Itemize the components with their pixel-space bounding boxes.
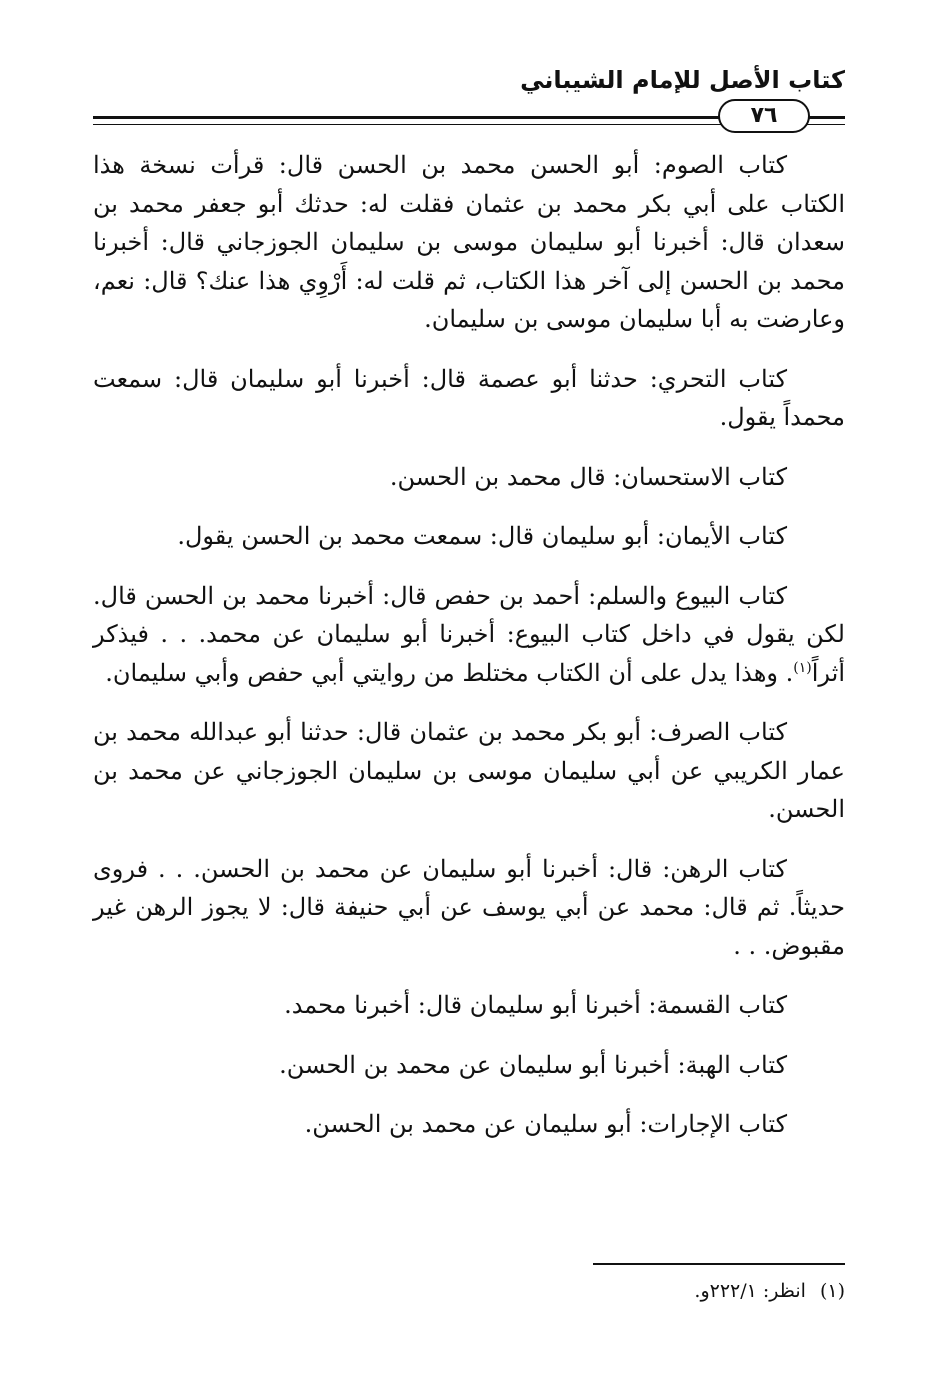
paragraph-kitab-al-rahn: كتاب الرهن: قال: أخبرنا أبو سليمان عن محمد بن الحسن. . . فروى حديثاً. ثم قال: محمد عن أبي يوسف عن أبي حنيفة قال: لا يجوز الرهن غير مقبوض. . . (93, 854, 845, 960)
paragraph-text: كتاب البيوع والسلم: أحمد بن حفص قال: أخبرنا محمد بن الحسن قال. لكن يقول في داخل كتاب البيوع: أخبرنا أبو سليمان عن محمد. . . فيذكر أثراً (93, 581, 845, 687)
footnote-reference[interactable]: (١) (793, 659, 812, 676)
footnote-text: انظر: ٢٢٢/١و. (694, 1280, 806, 1302)
paragraph-kitab-al-sarf: كتاب الصرف: أبو بكر محمد بن عثمان قال: حدثنا أبو عبدالله محمد بن عمار الكريبي عن أبي سليمان موسى بن سليمان الجوزجاني عن محمد بن الحسن. (93, 718, 845, 823)
paragraph-kitab-al-ijarat: كتاب الإجارات: أبو سليمان عن محمد بن الحسن. (304, 1110, 787, 1138)
paragraph-kitab-al-istihsan: كتاب الاستحسان: قال محمد بن الحسن. (389, 462, 787, 491)
paragraph-kitab-al-ayman: كتاب الأيمان: أبو سليمان قال: سمعت محمد بن الحسن يقول. (177, 522, 787, 550)
paragraph-kitab-al-sawm: كتاب الصوم: أبو الحسن محمد بن الحسن قال: قرأت نسخة هذا الكتاب على أبي بكر محمد بن عثمان فقلت له: حدثك أبو جعفر محمد بن سعدان قال: أخبرنا أبو سليمان موسى بن سليمان الجوزجاني قال: أخبرنا محمد بن الحسن إلى آخر هذا الكتاب، ثم قلت له: أَرْوِي هذا عنك؟ قال: نعم، وعارضت به أبا سليمان موسى بن سليمان. (93, 151, 845, 333)
footnote-number: (١) (819, 1280, 845, 1302)
running-header-title: كتاب الأصل للإمام الشيباني (520, 66, 845, 94)
footnote (93, 1277, 845, 1305)
page-number: ٧٦ (718, 99, 810, 133)
paragraph-kitab-al-qisma: كتاب القسمة: أخبرنا أبو سليمان قال: أخبرنا محمد. (284, 991, 787, 1019)
paragraph-kitab-al-taharri: كتاب التحري: حدثنا أبو عصمة قال: أخبرنا أبو سليمان قال: سمعت محمداً يقول. (93, 364, 845, 431)
footnote-separator (593, 1263, 845, 1265)
paragraph-kitab-al-hiba: كتاب الهبة: أخبرنا أبو سليمان عن محمد بن الحسن. (279, 1050, 787, 1079)
page-body (93, 146, 845, 1165)
paragraph-kitab-al-buyu (93, 577, 845, 693)
paragraph-text: . وهذا يدل على أن الكتاب مختلط من روايتي أبي حفص وأبي سليمان. (105, 658, 794, 687)
